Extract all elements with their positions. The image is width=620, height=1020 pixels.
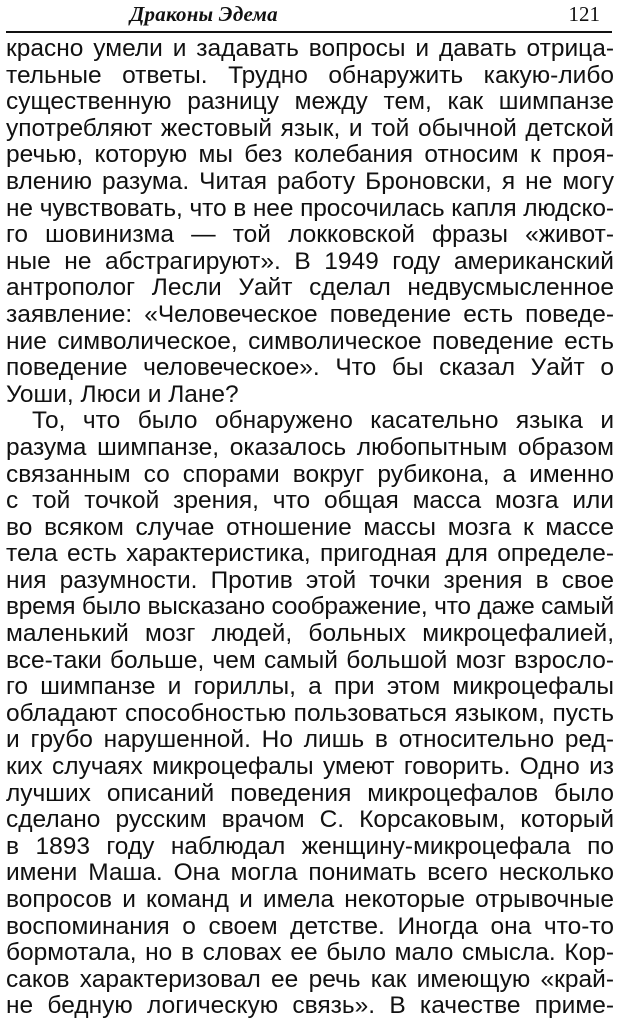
text-line: поведение человеческое». Что бы сказал Уайт о (6, 354, 614, 382)
text-line: ких случаях микроцефалы умеют говорить. Одно из (6, 753, 614, 781)
paragraph (6, 408, 614, 1020)
text-line: го шимпанзе и гориллы, а при этом микроцефалы (6, 673, 614, 701)
text-line: го шовинизма — той локковской фразы «живот- (6, 221, 614, 249)
text-line: разума шимпанзе, оказалось любопытным образом (6, 433, 614, 461)
text-line: тельные ответы. Трудно обнаружить какую-либо (6, 61, 614, 89)
text-line: вопросов и команд и имела некоторые отрывочные (6, 886, 614, 913)
text-line: заявление: «Человеческое поведение есть поведе- (6, 300, 614, 328)
text-line: саков характеризовал ее речь как имеющую «край- (6, 965, 614, 993)
text-line: обладают способностью пользоваться языком, пусть (6, 699, 614, 727)
text-line: все-таки больше, чем самый большой мозг взросло- (6, 646, 614, 674)
text-line: сделано русским врачом С. Корсаковым, который (6, 806, 614, 834)
text-line: и грубо нарушенной. Но лишь в относительно ред- (6, 726, 614, 754)
text-line: воспоминания о своем детстве. Иногда она что-то (6, 912, 614, 940)
text-line: употребляют жестовый язык, и той обычной детской (6, 114, 614, 142)
text-line: Уоши, Люси и Лане? (6, 380, 239, 408)
text-line: влению разума. Читая работу Броновски, я не могу (6, 167, 614, 195)
text-line: красно умели и задавать вопросы и давать отрица- (6, 35, 614, 62)
text-line: время было высказано соображение, что даже самый (6, 593, 614, 621)
text-line: существенную разницу между тем, как шимпанзе (6, 88, 614, 116)
text-line: То, что было обнаружено касательно языка и (32, 407, 614, 435)
text-line: ния разумности. Против этой точки зрения в свое (6, 566, 614, 594)
text-line: связанным со спорами вокруг рубикона, а именно (6, 460, 614, 488)
header-rule (6, 31, 612, 33)
text-line: лучших описаний поведения микроцефалов было (6, 779, 614, 807)
text-line: бормотала, но в словах ее было мало смысла. Кор- (6, 939, 614, 967)
text-line: речью, которую мы без колебания относим к проя- (6, 141, 614, 169)
text-line: в 1893 году наблюдал женщину-микроцефала по (6, 832, 614, 860)
text-line: имени Маша. Она могла понимать всего несколько (6, 859, 614, 887)
text-line: антрополог Лесли Уайт сделал недвусмысленное (6, 274, 614, 302)
running-head-title: Драконы Эдема (130, 2, 278, 26)
text-line: с той точкой зрения, что общая масса мозга или (6, 487, 614, 515)
text-line: тела есть характеристика, пригодная для определе- (6, 540, 614, 568)
text-line: не чувствовать, что в нее просочилась капля людско- (6, 194, 614, 222)
text-line: не бедную логическую связь». В качестве приме- (6, 992, 614, 1020)
text-line: ные не абстрагируют». В 1949 году американский (6, 247, 614, 275)
page-number: 121 (568, 2, 600, 26)
text-line: ние символическое, символическое поведение есть (6, 327, 614, 355)
paragraph (6, 36, 614, 408)
body-text (6, 36, 614, 1020)
text-line: во всяком случае отношение массы мозга к массе (6, 513, 614, 541)
text-line: маленький мозг людей, больных микроцефалией, (6, 620, 614, 648)
